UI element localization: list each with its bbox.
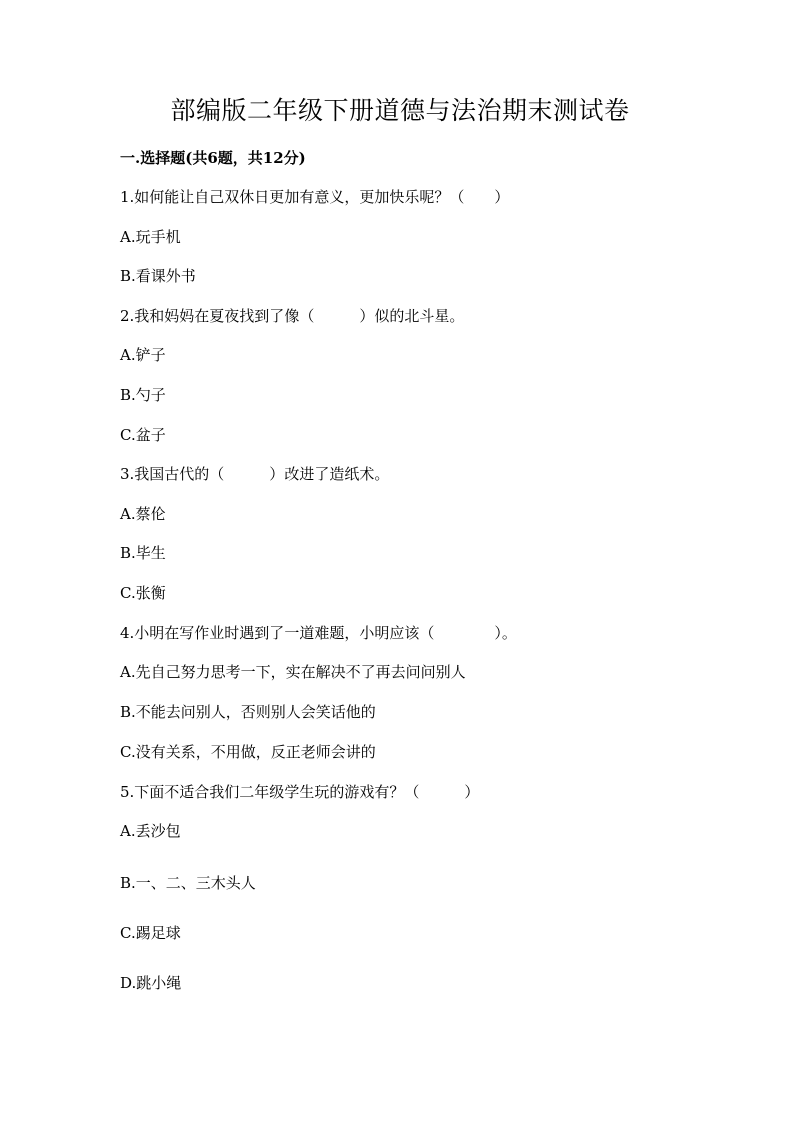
- question-5: 5.下面不适合我们二年级学生玩的游戏有？（ ）: [120, 783, 480, 801]
- question-2-option-c: C.盆子: [120, 426, 166, 444]
- question-2: 2.我和妈妈在夏夜找到了像（ ）似的北斗星。: [120, 307, 465, 325]
- question-4-option-a: A.先自己努力思考一下，实在解决不了再去问问别人: [120, 663, 466, 681]
- section-heading: 一.选择题(共6题，共12分): [120, 149, 306, 167]
- question-4: 4.小明在写作业时遇到了一道难题，小明应该（ ）。: [120, 624, 517, 642]
- question-4-option-b: B.不能去问别人，否则别人会笑话他的: [120, 703, 376, 721]
- question-3-option-a: A.蔡伦: [120, 505, 166, 523]
- question-5-option-b: B.一、二、三木头人: [120, 874, 256, 892]
- question-5-option-d: D.跳小绳: [120, 974, 182, 992]
- question-3-option-b: B.毕生: [120, 544, 166, 562]
- question-4-option-c: C.没有关系，不用做，反正老师会讲的: [120, 743, 376, 761]
- question-1-option-a: A.玩手机: [120, 228, 181, 246]
- question-1: 1.如何能让自己双休日更加有意义，更加快乐呢？（ ）: [120, 188, 510, 206]
- question-5-option-c: C.踢足球: [120, 924, 181, 942]
- page-title: 部编版二年级下册道德与法治期末测试卷: [170, 96, 630, 125]
- question-3-option-c: C.张衡: [120, 584, 166, 602]
- question-3: 3.我国古代的（ ）改进了造纸术。: [120, 465, 390, 483]
- question-5-option-a: A.丢沙包: [120, 822, 181, 840]
- question-1-option-b: B.看课外书: [120, 267, 196, 285]
- question-2-option-a: A.铲子: [120, 346, 166, 364]
- question-2-option-b: B.勺子: [120, 386, 166, 404]
